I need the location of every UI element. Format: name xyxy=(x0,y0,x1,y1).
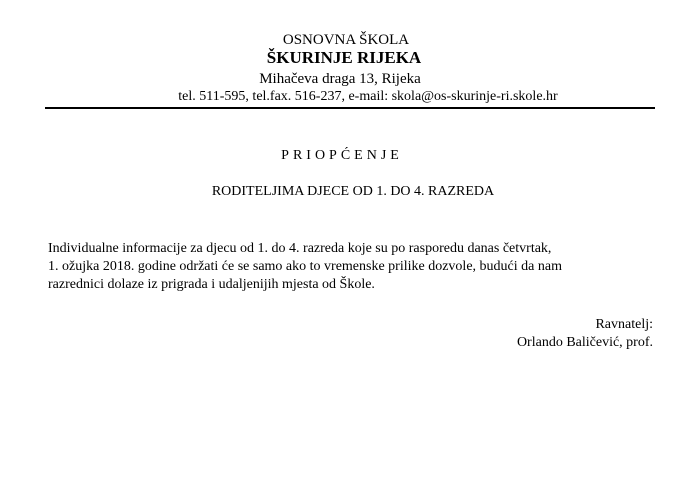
signature-block xyxy=(517,316,653,352)
school-address: Mihačeva draga 13, Rijeka xyxy=(259,71,421,87)
body-line: razrednici dolaze iz prigrada i udaljenijih mjesta od Škole. xyxy=(48,277,375,292)
notice-title: PRIOPĆENJE xyxy=(281,148,403,163)
notice-subtitle: RODITELJIMA DJECE OD 1. DO 4. RAZREDA xyxy=(211,184,495,199)
signature-role: Ravnatelj: xyxy=(595,317,653,332)
school-type: OSNOVNA ŠKOLA xyxy=(282,32,410,48)
body-line: 1. ožujka 2018. godine održati će se samo ako to vremenske prilike dozvole, budući da nam xyxy=(48,259,562,274)
school-contacts: tel. 511-595, tel.fax. 516-237, e-mail: skola@os-skurinje-ri.skole.hr xyxy=(178,89,558,104)
body-line: Individualne informacije za djecu od 1. do 4. razreda koje su po rasporedu danas četvrtak, xyxy=(48,241,552,256)
letterhead-divider xyxy=(45,107,655,109)
school-name: ŠKURINJE RIJEKA xyxy=(266,48,422,67)
signature-name: Orlando Baličević, prof. xyxy=(516,335,653,350)
notice-body xyxy=(48,240,668,294)
